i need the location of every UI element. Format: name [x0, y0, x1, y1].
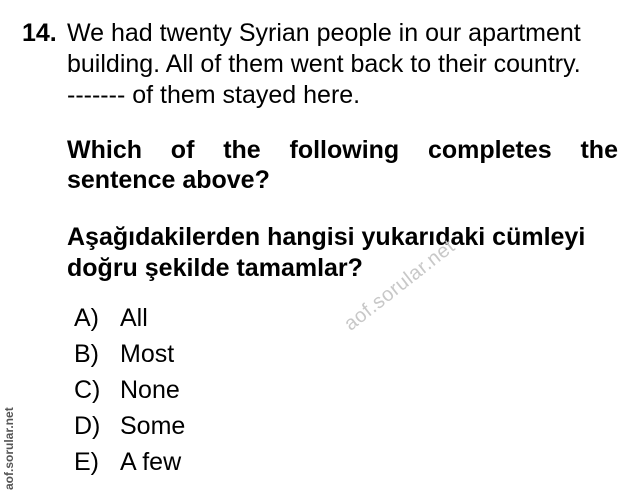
option-text: Some [120, 412, 186, 440]
option-letter: C) [74, 376, 101, 404]
option-d[interactable] [74, 408, 185, 444]
option-text: A few [120, 448, 182, 476]
prompt-word: the [580, 136, 618, 164]
question-line-3: ------- of them stayed here. [67, 81, 361, 109]
option-text: All [120, 304, 148, 332]
watermark-center: aof.sorular.net [340, 235, 460, 336]
option-c[interactable] [74, 372, 185, 408]
prompt-word: Which [67, 136, 142, 164]
question-text [67, 18, 618, 111]
prompt-english-line-1 [67, 135, 618, 165]
option-a[interactable] [74, 300, 185, 336]
option-text: None [120, 376, 180, 404]
prompt-turkish-line-1: Aşağıdakilerden hangisi yukarıdaki cümleyi [67, 223, 586, 251]
prompt-word: following [289, 136, 400, 164]
prompt-turkish [67, 222, 627, 284]
watermark-side: aof.sorular.net [2, 407, 16, 490]
option-text: Most [120, 340, 175, 368]
question-number: 14. [22, 19, 57, 47]
answer-options [74, 300, 185, 480]
prompt-word: completes [428, 136, 552, 164]
prompt-turkish-line-2: doğru şekilde tamamlar? [67, 254, 363, 282]
option-letter: E) [74, 448, 99, 476]
prompt-word: the [223, 136, 261, 164]
option-b[interactable] [74, 336, 185, 372]
option-e[interactable] [74, 444, 185, 480]
option-letter: A) [74, 304, 99, 332]
prompt-english-line-2: sentence above? [67, 166, 270, 194]
option-letter: B) [74, 340, 99, 368]
prompt-english [67, 135, 618, 195]
option-letter: D) [74, 412, 101, 440]
question-line-2: building. All of them went back to their country. [67, 50, 581, 78]
question-line-1: We had twenty Syrian people in our apartment [67, 19, 581, 47]
prompt-word: of [170, 136, 195, 164]
